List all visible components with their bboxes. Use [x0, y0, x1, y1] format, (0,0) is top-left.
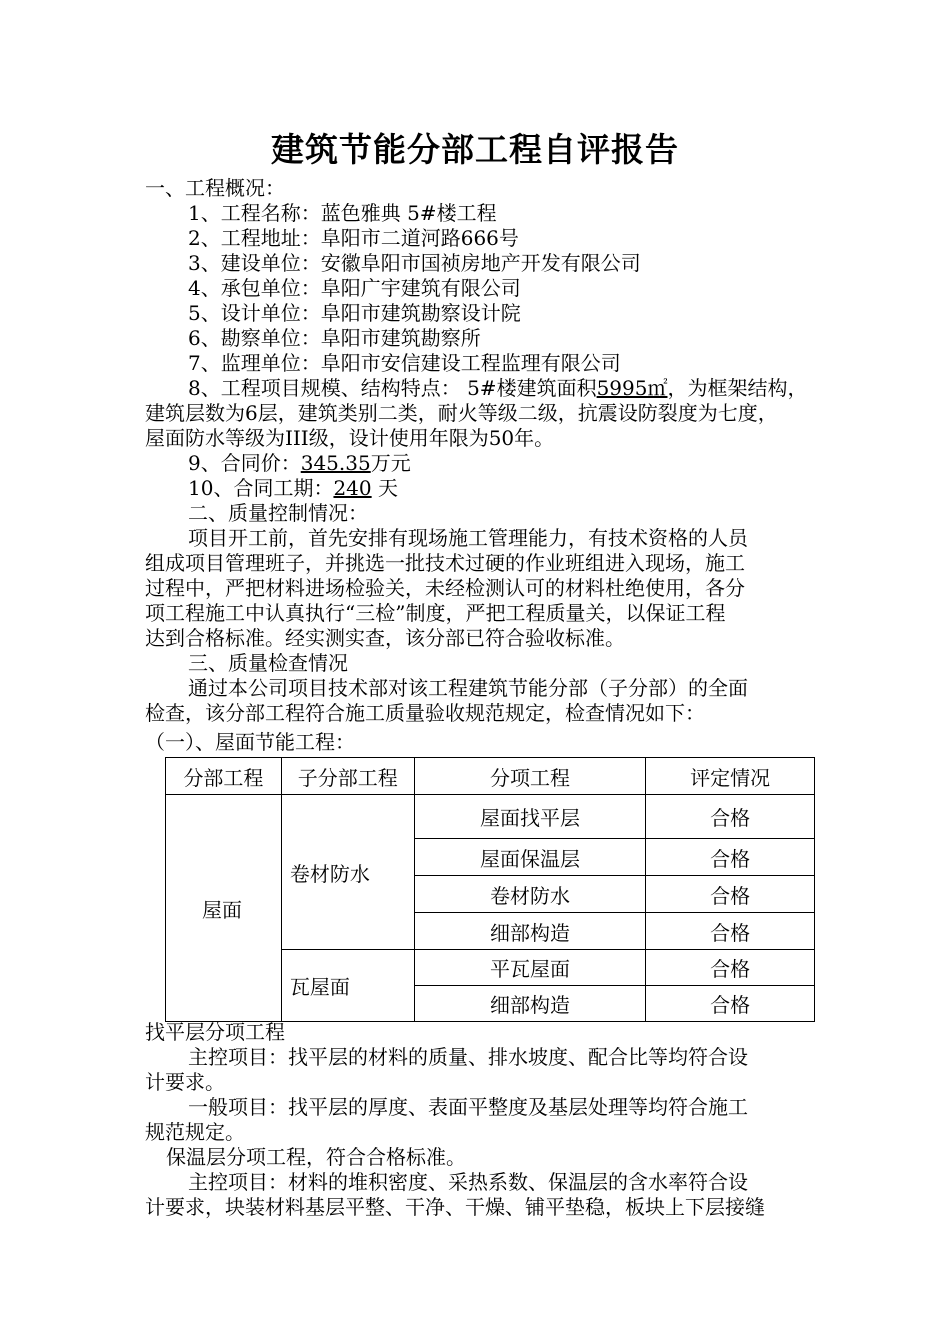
table-header: 分项工程 — [414, 758, 646, 795]
result-cell: 合格 — [646, 876, 815, 913]
contract-duration: 240 — [333, 476, 372, 500]
project-item-9 — [188, 451, 411, 476]
item-cell: 细部构造 — [414, 986, 646, 1022]
section2-line: 过程中，严把材料进场检验关，未经检测认可的材料杜绝使用，各分 — [145, 576, 745, 600]
item8-line3: 屋面防水等级为III级，设计使用年限为50年。 — [145, 426, 555, 450]
roof-energy-table — [165, 757, 815, 1022]
insulation-main-line: 主控项目：材料的堆积密度、采热系数、保温层的含水率符合设 — [188, 1170, 748, 1194]
leveling-main-line: 主控项目：找平层的材料的质量、排水坡度、配合比等均符合设 — [188, 1045, 748, 1069]
contract-price: 345.35 — [300, 451, 371, 475]
result-cell: 合格 — [646, 950, 815, 986]
table-header: 子分部工程 — [281, 758, 414, 795]
project-item-4: 4、承包单位：阜阳广宇建筑有限公司 — [188, 276, 521, 300]
section2-line: 达到合格标准。经实测实查，该分部已符合验收标准。 — [145, 626, 625, 650]
result-cell: 合格 — [646, 795, 815, 839]
section3-heading: 三、质量检查情况 — [188, 651, 348, 675]
table-header: 分部工程 — [166, 758, 282, 795]
table-header-row — [166, 758, 815, 795]
insulation-main-line: 计要求，块装材料基层平整、干净、干燥、铺平垫稳，板块上下层接缝 — [145, 1195, 765, 1219]
project-item-8 — [188, 376, 807, 401]
item9-suffix: 万元 — [370, 451, 411, 475]
page-title: 建筑节能分部工程自评报告 — [271, 130, 679, 169]
project-item-6: 6、勘察单位：阜阳市建筑勘察所 — [188, 326, 481, 350]
table-row — [166, 795, 815, 839]
section2-line: 项工程施工中认真执行“三检”制度，严把工程质量关，以保证工程 — [145, 601, 726, 625]
insulation-heading: 保温层分项工程，符合合格标准。 — [166, 1145, 466, 1169]
item8-area: 5995㎡ — [596, 376, 668, 400]
project-item-3: 3、建设单位：安徽阜阳市国祯房地产开发有限公司 — [188, 251, 641, 275]
project-item-7: 7、监理单位：阜阳市安信建设工程监理有限公司 — [188, 351, 621, 375]
result-cell: 合格 — [646, 986, 815, 1022]
item10-suffix: 天 — [371, 476, 398, 500]
section1-heading: 一、工程概况： — [145, 176, 285, 200]
item-cell: 平瓦屋面 — [414, 950, 646, 986]
item10-prefix: 10、合同工期： — [188, 476, 334, 500]
item8-prefix: 8、工程项目规模、结构特点： 5#楼建筑面积 — [188, 376, 597, 400]
section2-line: 组成项目管理班子，并挑选一批技术过硬的作业班组进入现场，施工 — [145, 551, 745, 575]
item-cell: 卷材防水 — [414, 876, 646, 913]
item-cell: 细部构造 — [414, 913, 646, 950]
item-cell: 屋面找平层 — [414, 795, 646, 839]
section3-line: 检查，该分部工程符合施工质量验收规范规定，检查情况如下： — [145, 701, 705, 725]
project-item-5: 5、设计单位：阜阳市建筑勘察设计院 — [188, 301, 521, 325]
section2-heading: 二、质量控制情况： — [188, 501, 368, 525]
project-item-1: 1、工程名称：蓝色雅典 5#楼工程 — [188, 201, 497, 225]
leveling-main-line: 计要求。 — [145, 1070, 225, 1094]
roof-subsection-heading: （一）、屋面节能工程： — [145, 730, 355, 754]
section3-line: 通过本公司项目技术部对该工程建筑节能分部（子分部）的全面 — [188, 676, 748, 700]
item8-suffix: ，为框架结构， — [667, 376, 808, 400]
subdivision-cell: 瓦屋面 — [281, 950, 414, 1022]
project-item-2: 2、工程地址：阜阳市二道河路666号 — [188, 226, 519, 250]
leveling-heading: 找平层分项工程 — [145, 1020, 285, 1044]
result-cell: 合格 — [646, 839, 815, 876]
division-cell: 屋面 — [166, 795, 282, 1022]
subdivision-cell: 卷材防水 — [281, 795, 414, 950]
item9-prefix: 9、合同价： — [188, 451, 301, 475]
leveling-general-line: 规范规定。 — [145, 1120, 245, 1144]
item-cell: 屋面保温层 — [414, 839, 646, 876]
section2-line: 项目开工前，首先安排有现场施工管理能力，有技术资格的人员 — [188, 526, 748, 550]
item8-line2: 建筑层数为6层，建筑类别二类，耐火等级二级，抗震设防裂度为七度， — [145, 401, 778, 425]
leveling-general-line: 一般项目：找平层的厚度、表面平整度及基层处理等均符合施工 — [188, 1095, 748, 1119]
table-header: 评定情况 — [646, 758, 815, 795]
project-item-10 — [188, 476, 398, 501]
result-cell: 合格 — [646, 913, 815, 950]
